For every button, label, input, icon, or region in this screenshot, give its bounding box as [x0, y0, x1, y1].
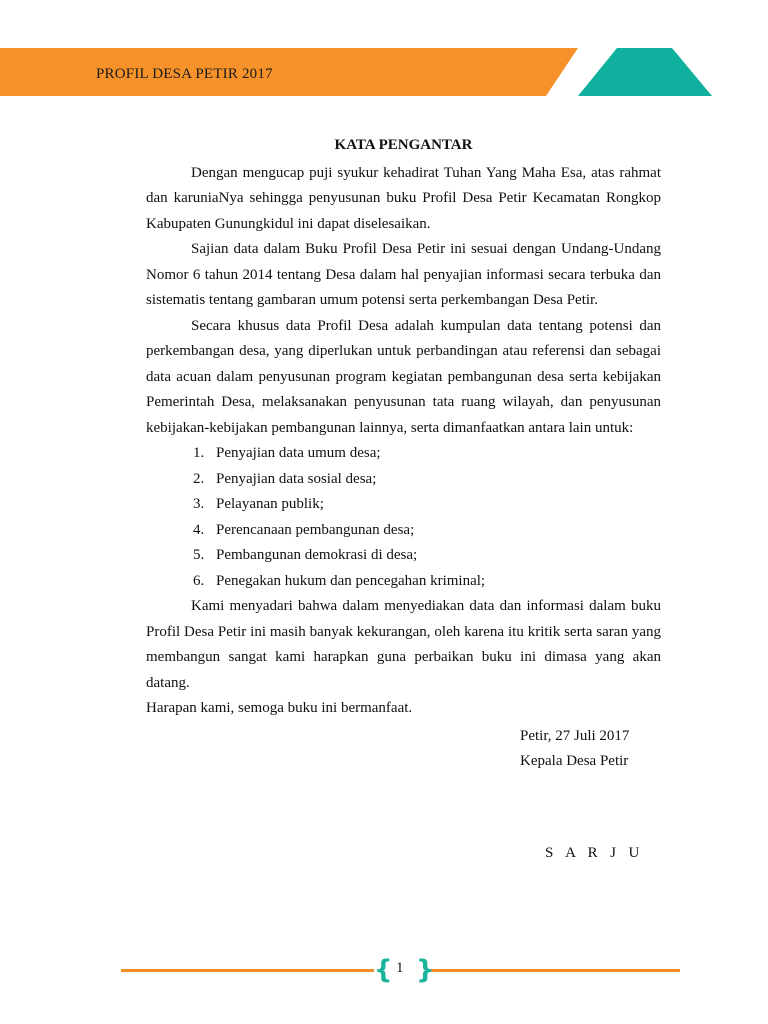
- header-orange-band: [0, 48, 578, 96]
- closing-line: Harapan kami, semoga buku ini bermanfaat.: [146, 700, 413, 716]
- footer-rule-right: [430, 969, 680, 972]
- list-item-text: Pembangunan demokrasi di desa;: [216, 547, 418, 563]
- list-item-text: Pelayanan publik;: [216, 496, 324, 512]
- paragraph-1: Dengan mengucap puji syukur kehadirat Tuhan Yang Maha Esa, atas rahmat dan karuniaNya sehingga penyusunan buku Profil Desa Petir Kecamatan Rongkop Kabupaten Gunungkidul ini dapat diselesaikan.: [146, 164, 661, 232]
- left-brace-icon: {: [374, 955, 393, 985]
- page-number: 1: [396, 960, 404, 976]
- signer-name: S A R J U: [545, 845, 644, 861]
- list-item: [146, 467, 661, 493]
- list-item-number: 4.: [193, 521, 205, 538]
- footer-rule-left: [121, 969, 374, 972]
- list-item: [146, 518, 661, 544]
- list-item: [146, 492, 661, 518]
- list-item-text: Perencanaan pembangunan desa;: [216, 521, 415, 538]
- signature-block: [520, 724, 661, 775]
- list-item-number: 6.: [193, 572, 205, 589]
- list-item-number: 3.: [193, 496, 205, 512]
- list-item-number: 5.: [193, 547, 205, 563]
- header-banner: [0, 0, 768, 100]
- list-item-number: 1.: [193, 445, 205, 461]
- page-heading: KATA PENGANTAR: [334, 137, 473, 153]
- header-teal-band: [578, 48, 712, 96]
- list-item: [146, 569, 661, 595]
- document-body: [146, 133, 661, 775]
- list-item: [146, 543, 661, 569]
- paragraph-3: Secara khusus data Profil Desa adalah kumpulan data tentang potensi dan perkembangan desa, yang diperlukan untuk perbandingan atau referensi dan sebagai data acuan dalam penyusunan program kegiatan pembangunan desa serta kebijakan Pemerintah Desa, melaksanakan penyusunan tata ruang wilayah, dan penyusunan kebijakan-kebijakan pembangunan lainnya, serta dimanfaatkan antara lain untuk:: [146, 317, 661, 436]
- list-item: [146, 441, 661, 467]
- list-item-text: Penyajian data umum desa;: [216, 445, 381, 461]
- header-title: PROFIL DESA PETIR 2017: [96, 66, 273, 82]
- right-brace-icon: }: [416, 955, 435, 985]
- paragraph-2: Sajian data dalam Buku Profil Desa Petir ini sesuai dengan Undang-Undang Nomor 6 tahun 2014 tentang Desa dalam hal penyajian informasi secara terbuka dan sistematis tentang gambaran umum potensi serta perkembangan Desa Petir.: [146, 241, 661, 308]
- purpose-list: [146, 441, 661, 594]
- closing-paragraph: Kami menyadari bahwa dalam menyediakan data dan informasi dalam buku Profil Desa Petir ini masih banyak kekurangan, oleh karena itu kritik serta saran yang membangun sangat kami harapkan guna perbaikan buku ini dimasa yang akan datang.: [146, 598, 661, 691]
- list-item-text: Penyajian data sosial desa;: [216, 470, 377, 487]
- signer-position: Kepala Desa Petir: [520, 753, 629, 769]
- list-item-number: 2.: [193, 470, 205, 487]
- list-item-text: Penegakan hukum dan pencegahan kriminal;: [216, 572, 486, 589]
- place-date: Petir, 27 Juli 2017: [520, 727, 630, 744]
